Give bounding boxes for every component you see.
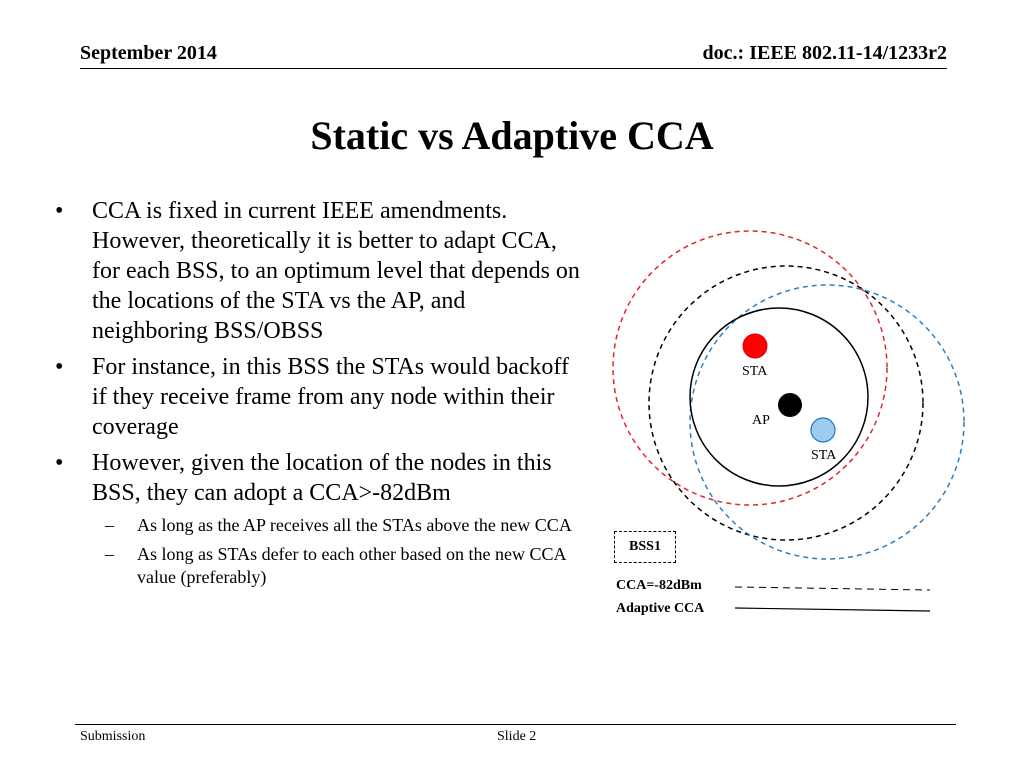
sta-top-node bbox=[743, 334, 767, 358]
bullet-item bbox=[55, 352, 580, 442]
bullet-item bbox=[55, 196, 580, 346]
sta-bottom-label: STA bbox=[811, 448, 837, 463]
bullet-text: For instance, in this BSS the STAs would backoff if they receive frame from any node within their coverage bbox=[92, 354, 569, 440]
sta-bottom-node bbox=[811, 418, 835, 442]
sub-bullet-marker: – bbox=[105, 544, 114, 564]
ap-label: AP bbox=[752, 413, 770, 428]
footer-slide-number: Slide 2 bbox=[497, 729, 537, 744]
slide-title: Static vs Adaptive CCA bbox=[310, 113, 714, 158]
footer-submission: Submission bbox=[80, 729, 146, 744]
bullet-item bbox=[55, 448, 580, 508]
bss-label-box: BSS1 bbox=[614, 531, 676, 563]
legend-adaptive-label: Adaptive CCA bbox=[616, 601, 705, 616]
bullet-marker: • bbox=[55, 198, 64, 224]
bss-solid-circle bbox=[690, 308, 868, 486]
legend-static-label: CCA=-82dBm bbox=[616, 578, 702, 593]
header-date: September 2014 bbox=[80, 42, 217, 64]
legend-static-line bbox=[735, 587, 930, 590]
sub-bullet-text: As long as the AP receives all the STAs above the new CCA bbox=[137, 515, 572, 535]
bss-coverage-diagram bbox=[600, 200, 980, 570]
bullet-marker: • bbox=[55, 354, 64, 380]
sta-top-label: STA bbox=[742, 364, 768, 379]
legend-adaptive-line bbox=[735, 608, 930, 611]
header-doc-id: doc.: IEEE 802.11-14/1233r2 bbox=[702, 42, 947, 64]
bullet-list bbox=[55, 196, 580, 595]
sub-bullet-item bbox=[55, 543, 580, 589]
header-divider bbox=[80, 68, 947, 69]
sub-bullet-item bbox=[55, 514, 580, 537]
sub-bullet-text: As long as STAs defer to each other based on the new CCA value (preferably) bbox=[137, 544, 566, 587]
bullet-marker: • bbox=[55, 450, 64, 476]
ap-node bbox=[778, 393, 802, 417]
footer-divider bbox=[75, 724, 956, 725]
bullet-text: However, given the location of the nodes in this BSS, they can adopt a CCA>-82dBm bbox=[92, 450, 552, 506]
sub-bullet-marker: – bbox=[105, 515, 114, 535]
bullet-text: CCA is fixed in current IEEE amendments. However, theoretically it is better to adapt CCA, for each BSS, to an optimum level that depends on the locations of the STA vs the AP, and neighboring BSS/OBSS bbox=[92, 198, 580, 344]
